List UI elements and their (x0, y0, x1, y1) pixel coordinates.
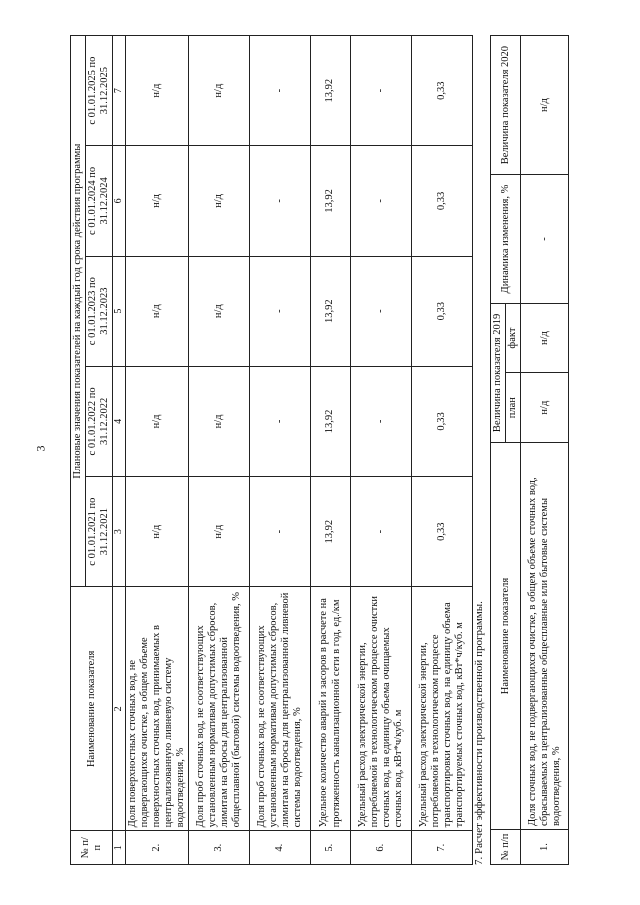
row-value: н/д (125, 256, 188, 366)
row-num: 4. (250, 831, 311, 865)
table-row (125, 36, 188, 865)
header-num: № п/п (491, 830, 521, 865)
column-index: 6 (113, 146, 126, 256)
row-value: - (250, 256, 311, 366)
row-name: Доля поверхностных сточных вод, не подвергающихся очистке, в общем объеме поверхностных сточных вод, принимаемых в централизованную ливневую систему водоотведения, % (125, 587, 188, 831)
header-period: с 01.01.2024 по 31.12.2024 (86, 146, 113, 256)
row-num: 3. (189, 831, 250, 865)
row-name: Удельный расход электрической энергии, потребляемой в технологическом процессе очистки сточных вод, на единицу объема очищаемых сточных вод, кВт*ч/куб. м (351, 587, 412, 831)
column-index: 7 (113, 36, 126, 146)
page-number: 3 (33, 445, 48, 452)
rotated-sheet (70, 35, 590, 865)
header-period: с 01.01.2021 по 31.12.2021 (86, 477, 113, 587)
row-plan: н/д (521, 373, 569, 443)
row-num: 1. (521, 830, 569, 865)
row-name: Удельный расход электрической энергии, потребляемой в технологическом процессе транспортировки сточных вод, на единицу объема транспортируемых сточных вод, кВт*ч/куб. м (412, 587, 473, 831)
table-row (351, 36, 412, 865)
row-value: - (351, 36, 412, 146)
row-value: 0,33 (412, 477, 473, 587)
row-value: - (351, 477, 412, 587)
table-header-row (491, 36, 506, 865)
header-value-2019: Величина показателя 2019 (491, 303, 506, 442)
row-value: н/д (125, 366, 188, 476)
table-row (412, 36, 473, 865)
row-name: Доля сточных вод, не подвергающихся очистке, в общем объеме сточных вод, сбрасываемых в централизованные общесплавные или бытовые системы водоотведения, % (521, 443, 569, 830)
row-value-2020: н/д (521, 36, 569, 175)
header-name: Наименование показателя (491, 443, 521, 830)
row-value: - (250, 36, 311, 146)
row-value: - (351, 366, 412, 476)
row-name: Доля проб сточных вод, не соответствующих установленным нормативам допустимых сбросов, лимитам на сбросы для централизованной общесплавной (бытовой) системы водоотведения, % (189, 587, 250, 831)
row-value: 0,33 (412, 366, 473, 476)
row-value: - (250, 146, 311, 256)
row-value: н/д (189, 36, 250, 146)
row-value: - (351, 146, 412, 256)
row-value: 0,33 (412, 146, 473, 256)
row-value: н/д (125, 146, 188, 256)
section-title: 7. Расчет эффективности производственной программы. (473, 601, 485, 865)
row-value: - (351, 256, 412, 366)
row-value: н/д (189, 477, 250, 587)
table-row (189, 36, 250, 865)
header-plan: план (506, 373, 521, 443)
column-index: 3 (113, 477, 126, 587)
header-fact: факт (506, 303, 521, 372)
row-value: 13,92 (311, 146, 351, 256)
table-row (250, 36, 311, 865)
row-name: Удельное количество аварий и засоров в расчете на протяженность канализационной сети в год, ед./км (311, 587, 351, 831)
row-num: 5. (311, 831, 351, 865)
row-value: н/д (189, 256, 250, 366)
efficiency-table (490, 35, 569, 865)
header-dynamics: Динамика изменения, % (491, 175, 521, 304)
row-fact: н/д (521, 303, 569, 372)
table-header-row (71, 36, 86, 865)
column-index: 1 (113, 831, 126, 865)
row-value: - (250, 477, 311, 587)
column-index: 2 (113, 587, 126, 831)
row-value: 13,92 (311, 366, 351, 476)
row-value: н/д (125, 477, 188, 587)
header-period: с 01.01.2022 по 31.12.2022 (86, 366, 113, 476)
row-num: 7. (412, 831, 473, 865)
header-period: с 01.01.2025 по 31.12.2025 (86, 36, 113, 146)
row-value: 0,33 (412, 36, 473, 146)
header-group: Плановые значения показателей на каждый год срока действия программы (71, 36, 86, 587)
row-value: 13,92 (311, 36, 351, 146)
row-value: 13,92 (311, 256, 351, 366)
table-row (311, 36, 351, 865)
table-row (521, 36, 569, 865)
row-num: 6. (351, 831, 412, 865)
row-value: - (250, 366, 311, 476)
column-index: 5 (113, 256, 126, 366)
row-num: 2. (125, 831, 188, 865)
row-value: н/д (189, 146, 250, 256)
row-value: 0,33 (412, 256, 473, 366)
header-value-2020: Величина показателя 2020 (491, 36, 521, 175)
header-period: с 01.01.2023 по 31.12.2023 (86, 256, 113, 366)
header-num: № п/п (71, 831, 113, 865)
row-value: н/д (189, 366, 250, 476)
indicators-plan-table (70, 35, 473, 865)
row-name: Доля проб сточных вод, не соответствующих установленным нормативам допустимых сбросов, лимитам на сбросы для централизованной ливневой системы водоотведения, % (250, 587, 311, 831)
row-value: н/д (125, 36, 188, 146)
row-value: 13,92 (311, 477, 351, 587)
row-dynamics: - (521, 175, 569, 304)
header-name: Наименование показателя (71, 587, 113, 831)
column-index: 4 (113, 366, 126, 476)
column-index-row (113, 36, 126, 865)
